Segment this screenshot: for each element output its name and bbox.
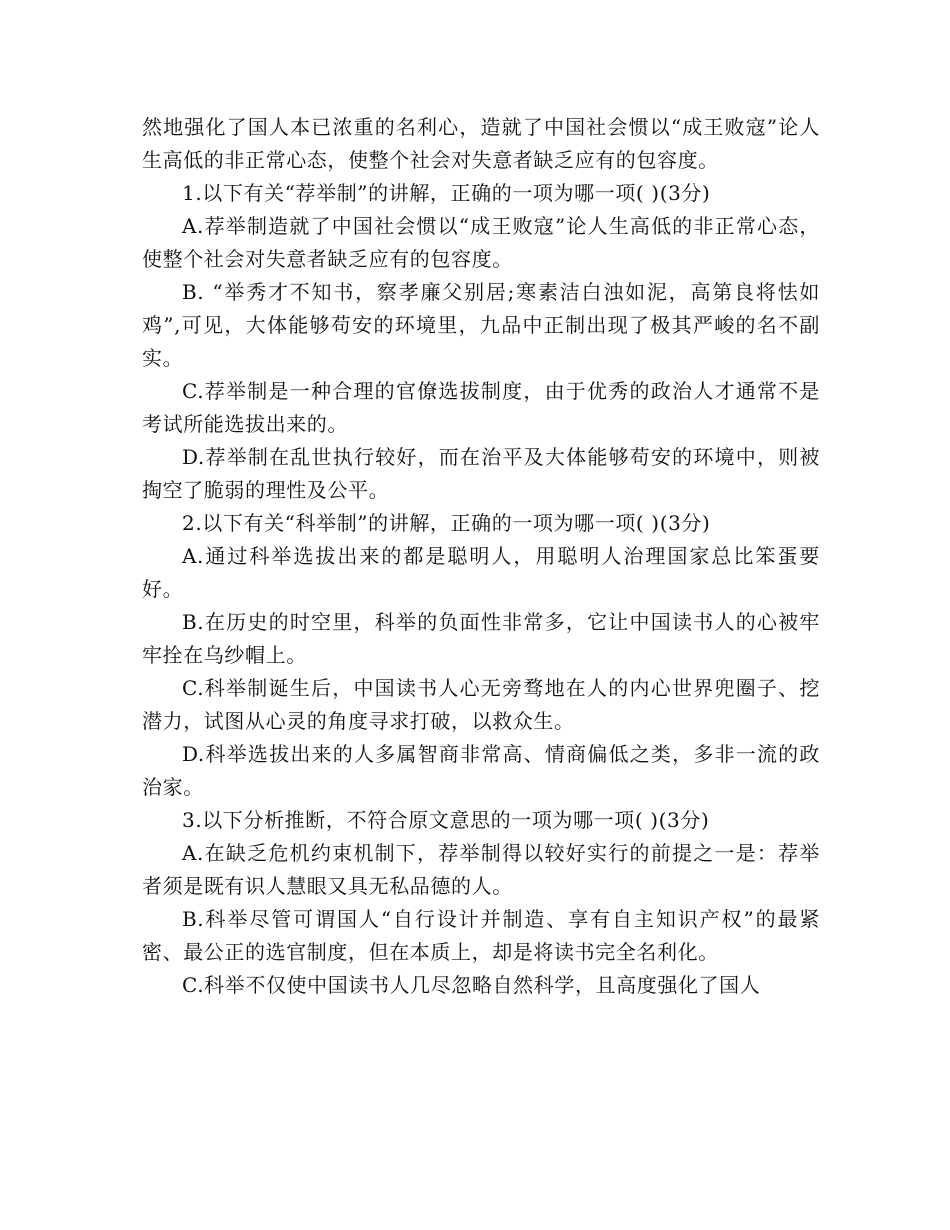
question-1-stem: 1.以下有关“荐举制”的讲解，正确的一项为哪一项( )(3分)	[182, 181, 711, 205]
question-3-option-a: A.在缺乏危机约束机制下，荐举制得以较好实行的前提之一是：荐举者须是既有识人慧眼又具无私品德的人。	[142, 841, 820, 898]
question-1-option-c: C.荐举制是一种合理的官僚选拔制度，由于优秀的政治人才通常不是考试所能选拔出来的。	[142, 379, 820, 436]
question-2-option-d: D.科举选拔出来的人多属智商非常高、情商偏低之类，多非一流的政治家。	[142, 742, 820, 799]
question-3-option-b: B.科举尽管可谓国人“自行设计并制造、享有自主知识产权”的最紧密、最公正的选官制度，但在本质上，却是将读书完全名利化。	[142, 907, 820, 964]
question-2-option-c: C.科举制诞生后，中国读书人心无旁骛地在人的内心世界兜圈子、挖潜力，试图从心灵的角度寻求打破，以救众生。	[142, 676, 820, 733]
question-2-option-a: A.通过科举选拔出来的都是聪明人，用聪明人治理国家总比笨蛋要好。	[142, 544, 820, 601]
question-3-option-c: C.科举不仅使中国读书人几尽忽略自然科学，且高度强化了国人	[182, 973, 761, 997]
question-3-stem: 3.以下分析推断，不符合原文意思的一项为哪一项( )(3分)	[182, 808, 710, 832]
question-1-option-b: B. “举秀才不知书，察孝廉父别居;寒素洁白浊如泥，高第良将怯如鸡”,可见，大体能够苟安的环境里，九品中正制出现了极其严峻的名不副实。	[142, 280, 820, 370]
document-body	[142, 111, 820, 1002]
question-2-stem: 2.以下有关“科举制”的讲解，正确的一项为哪一项( )(3分)	[182, 511, 711, 535]
paragraph-continuation: 然地强化了国人本已浓重的名利心，造就了中国社会惯以“成王败寇”论人生高低的非正常心态，使整个社会对失意者缺乏应有的包容度。	[142, 115, 820, 172]
question-1-option-d: D.荐举制在乱世执行较好，而在治平及大体能够苟安的环境中，则被掏空了脆弱的理性及公平。	[142, 445, 820, 502]
question-1-option-a: A.荐举制造就了中国社会惯以“成王败寇”论人生高低的非正常心态，使整个社会对失意者缺乏应有的包容度。	[142, 214, 820, 271]
question-2-option-b: B.在历史的时空里，科举的负面性非常多，它让中国读书人的心被牢牢拴在乌纱帽上。	[142, 610, 820, 667]
